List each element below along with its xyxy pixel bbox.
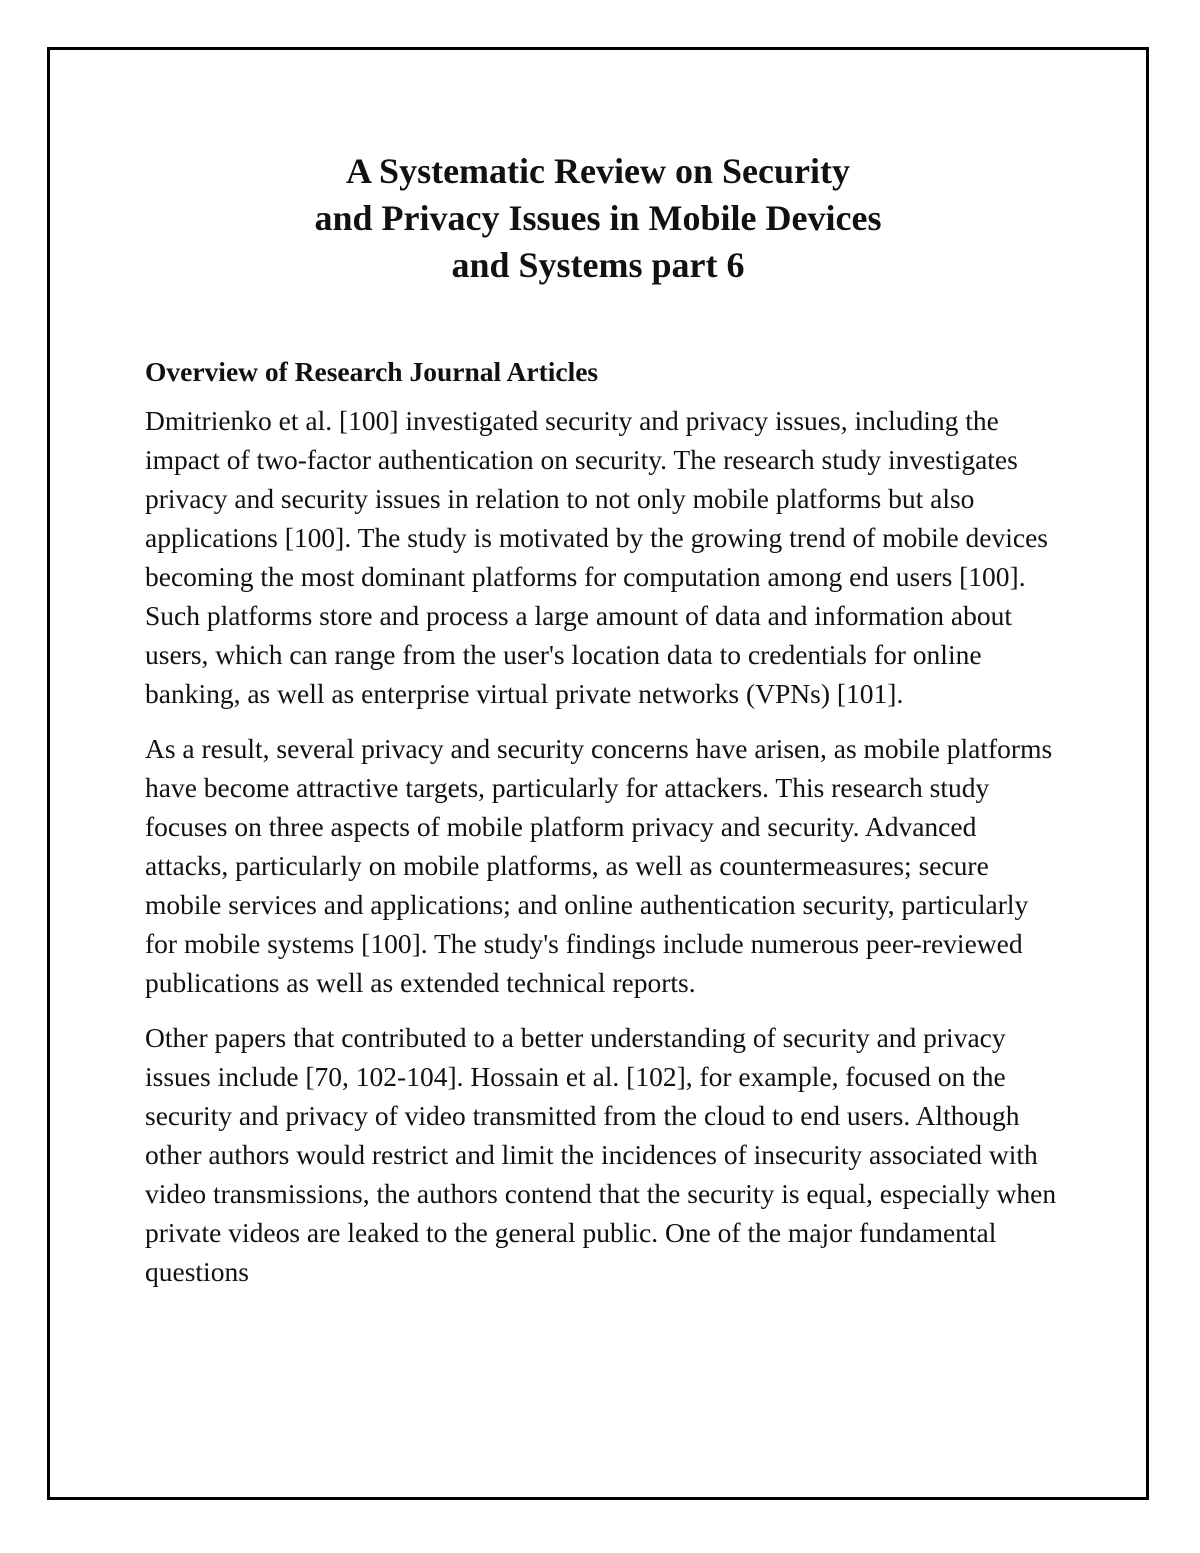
paragraph-1: Dmitrienko et al. [100] investigated security and privacy issues, including the impact of two-factor authentication on security. The research study investigates privacy and security issues in relation to not only mobile platforms but also applications [100]. The study is motivated by the growing trend of mobile devices becoming the most dominant platforms for computation among end users [100]. Such platforms store and process a large amount of data and information about users, which can range from the user's location data to credentials for online banking, as well as enterprise virtual private networks (VPNs) [101]. xyxy=(145,405,1048,709)
document-title xyxy=(50,148,1146,289)
document-body xyxy=(145,355,1065,1307)
page-border xyxy=(47,47,1149,1500)
title-line-3: and Systems part 6 xyxy=(451,245,745,285)
section-heading: Overview of Research Journal Articles xyxy=(145,356,599,387)
paragraph-3: Other papers that contributed to a better understanding of security and privacy issues include [70, 102-104]. Hossain et al. [102], for example, focused on the security and privacy of video transmitted from the cloud to end users. Although other authors would restrict and limit the incidences of insecurity associated with video transmissions, the authors contend that the security is equal, especially when private videos are leaked to the general public. One of the major fundamental questions xyxy=(145,1022,1057,1287)
title-line-2: and Privacy Issues in Mobile Devices xyxy=(314,198,882,238)
title-line-1: A Systematic Review on Security xyxy=(346,151,850,191)
paragraph-2: As a result, several privacy and security concerns have arisen, as mobile platforms have become attractive targets, particularly for attackers. This research study focuses on three aspects of mobile platform privacy and security. Advanced attacks, particularly on mobile platforms, as well as countermeasures; secure mobile services and applications; and online authentication security, particularly for mobile systems [100]. The study's findings include numerous peer-reviewed publications as well as extended technical reports. xyxy=(145,733,1053,998)
